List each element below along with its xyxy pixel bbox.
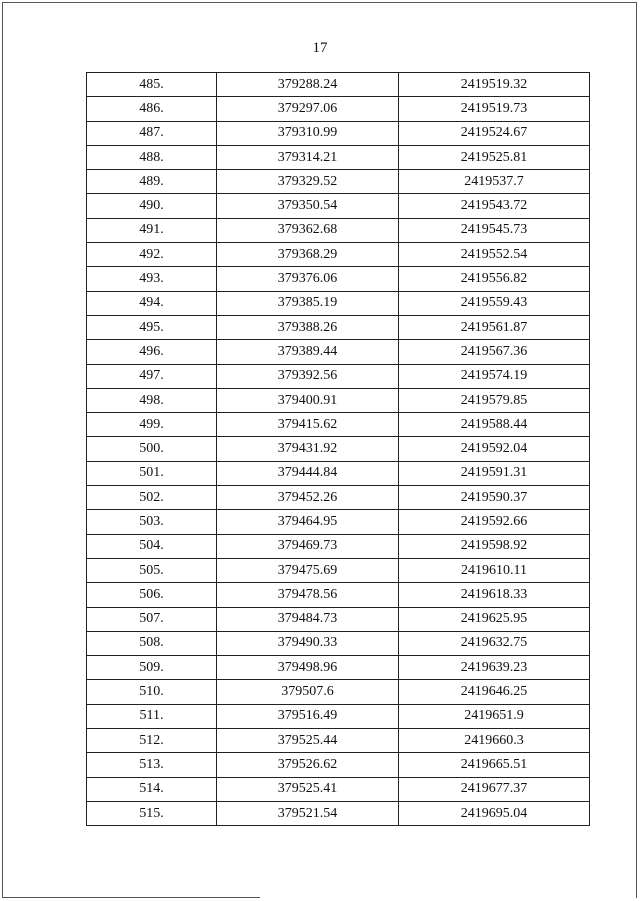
table-row <box>87 437 590 461</box>
y-coordinate-cell: 2419519.73 <box>399 97 590 121</box>
point-number-cell: 505. <box>87 558 217 582</box>
x-coordinate-cell: 379452.26 <box>217 486 399 510</box>
x-coordinate-cell: 379314.21 <box>217 145 399 169</box>
y-coordinate-cell: 2419632.75 <box>399 631 590 655</box>
y-coordinate-cell: 2419574.19 <box>399 364 590 388</box>
x-coordinate-cell: 379350.54 <box>217 194 399 218</box>
y-coordinate-cell: 2419567.36 <box>399 340 590 364</box>
x-coordinate-cell: 379478.56 <box>217 583 399 607</box>
point-number-cell: 500. <box>87 437 217 461</box>
y-coordinate-cell: 2419579.85 <box>399 388 590 412</box>
table-row <box>87 97 590 121</box>
table-row <box>87 364 590 388</box>
point-number-cell: 511. <box>87 704 217 728</box>
footer-rule <box>2 897 260 898</box>
y-coordinate-cell: 2419588.44 <box>399 413 590 437</box>
page-number: 17 <box>312 40 328 56</box>
point-number-cell: 513. <box>87 753 217 777</box>
y-coordinate-cell: 2419651.9 <box>399 704 590 728</box>
table-row <box>87 145 590 169</box>
point-number-cell: 512. <box>87 729 217 753</box>
x-coordinate-cell: 379469.73 <box>217 534 399 558</box>
table-row <box>87 121 590 145</box>
y-coordinate-cell: 2419559.43 <box>399 291 590 315</box>
table-row <box>87 315 590 339</box>
point-number-cell: 487. <box>87 121 217 145</box>
x-coordinate-cell: 379415.62 <box>217 413 399 437</box>
x-coordinate-cell: 379400.91 <box>217 388 399 412</box>
point-number-cell: 506. <box>87 583 217 607</box>
point-number-cell: 495. <box>87 315 217 339</box>
point-number-cell: 501. <box>87 461 217 485</box>
table-row <box>87 461 590 485</box>
x-coordinate-cell: 379368.29 <box>217 243 399 267</box>
x-coordinate-cell: 379490.33 <box>217 631 399 655</box>
point-number-cell: 498. <box>87 388 217 412</box>
table-row <box>87 388 590 412</box>
y-coordinate-cell: 2419665.51 <box>399 753 590 777</box>
x-coordinate-cell: 379507.6 <box>217 680 399 704</box>
y-coordinate-cell: 2419610.11 <box>399 558 590 582</box>
point-number-cell: 507. <box>87 607 217 631</box>
table-row <box>87 704 590 728</box>
table-row <box>87 267 590 291</box>
point-number-cell: 510. <box>87 680 217 704</box>
table-row <box>87 801 590 825</box>
table-row <box>87 729 590 753</box>
point-number-cell: 485. <box>87 73 217 97</box>
coordinates-table-body <box>87 73 590 826</box>
y-coordinate-cell: 2419561.87 <box>399 315 590 339</box>
y-coordinate-cell: 2419592.66 <box>399 510 590 534</box>
x-coordinate-cell: 379526.62 <box>217 753 399 777</box>
x-coordinate-cell: 379464.95 <box>217 510 399 534</box>
table-row <box>87 413 590 437</box>
point-number-cell: 494. <box>87 291 217 315</box>
y-coordinate-cell: 2419677.37 <box>399 777 590 801</box>
table-row <box>87 340 590 364</box>
table-row <box>87 218 590 242</box>
table-row <box>87 534 590 558</box>
x-coordinate-cell: 379392.56 <box>217 364 399 388</box>
y-coordinate-cell: 2419552.54 <box>399 243 590 267</box>
table-row <box>87 194 590 218</box>
table-row <box>87 607 590 631</box>
table-row <box>87 656 590 680</box>
x-coordinate-cell: 379475.69 <box>217 558 399 582</box>
y-coordinate-cell: 2419525.81 <box>399 145 590 169</box>
table-row <box>87 631 590 655</box>
y-coordinate-cell: 2419625.95 <box>399 607 590 631</box>
x-coordinate-cell: 379516.49 <box>217 704 399 728</box>
y-coordinate-cell: 2419537.7 <box>399 170 590 194</box>
x-coordinate-cell: 379498.96 <box>217 656 399 680</box>
x-coordinate-cell: 379388.26 <box>217 315 399 339</box>
point-number-cell: 489. <box>87 170 217 194</box>
x-coordinate-cell: 379525.44 <box>217 729 399 753</box>
point-number-cell: 497. <box>87 364 217 388</box>
x-coordinate-cell: 379329.52 <box>217 170 399 194</box>
point-number-cell: 496. <box>87 340 217 364</box>
y-coordinate-cell: 2419646.25 <box>399 680 590 704</box>
y-coordinate-cell: 2419524.67 <box>399 121 590 145</box>
y-coordinate-cell: 2419519.32 <box>399 73 590 97</box>
y-coordinate-cell: 2419591.31 <box>399 461 590 485</box>
x-coordinate-cell: 379385.19 <box>217 291 399 315</box>
point-number-cell: 502. <box>87 486 217 510</box>
point-number-cell: 488. <box>87 145 217 169</box>
point-number-cell: 499. <box>87 413 217 437</box>
x-coordinate-cell: 379484.73 <box>217 607 399 631</box>
x-coordinate-cell: 379525.41 <box>217 777 399 801</box>
table-row <box>87 73 590 97</box>
table-row <box>87 680 590 704</box>
y-coordinate-cell: 2419660.3 <box>399 729 590 753</box>
x-coordinate-cell: 379376.06 <box>217 267 399 291</box>
table-row <box>87 243 590 267</box>
table-row <box>87 583 590 607</box>
point-number-cell: 503. <box>87 510 217 534</box>
x-coordinate-cell: 379389.44 <box>217 340 399 364</box>
x-coordinate-cell: 379288.24 <box>217 73 399 97</box>
y-coordinate-cell: 2419556.82 <box>399 267 590 291</box>
point-number-cell: 515. <box>87 801 217 825</box>
y-coordinate-cell: 2419592.04 <box>399 437 590 461</box>
table-row <box>87 558 590 582</box>
point-number-cell: 493. <box>87 267 217 291</box>
table-row <box>87 170 590 194</box>
x-coordinate-cell: 379362.68 <box>217 218 399 242</box>
y-coordinate-cell: 2419695.04 <box>399 801 590 825</box>
x-coordinate-cell: 379444.84 <box>217 461 399 485</box>
y-coordinate-cell: 2419543.72 <box>399 194 590 218</box>
point-number-cell: 486. <box>87 97 217 121</box>
coordinates-table <box>86 72 590 826</box>
table-row <box>87 486 590 510</box>
table-row <box>87 510 590 534</box>
point-number-cell: 508. <box>87 631 217 655</box>
table-row <box>87 777 590 801</box>
y-coordinate-cell: 2419590.37 <box>399 486 590 510</box>
y-coordinate-cell: 2419545.73 <box>399 218 590 242</box>
point-number-cell: 514. <box>87 777 217 801</box>
x-coordinate-cell: 379310.99 <box>217 121 399 145</box>
point-number-cell: 490. <box>87 194 217 218</box>
point-number-cell: 504. <box>87 534 217 558</box>
point-number-cell: 491. <box>87 218 217 242</box>
y-coordinate-cell: 2419618.33 <box>399 583 590 607</box>
table-row <box>87 753 590 777</box>
table-row <box>87 291 590 315</box>
point-number-cell: 509. <box>87 656 217 680</box>
x-coordinate-cell: 379297.06 <box>217 97 399 121</box>
point-number-cell: 492. <box>87 243 217 267</box>
y-coordinate-cell: 2419598.92 <box>399 534 590 558</box>
y-coordinate-cell: 2419639.23 <box>399 656 590 680</box>
x-coordinate-cell: 379431.92 <box>217 437 399 461</box>
x-coordinate-cell: 379521.54 <box>217 801 399 825</box>
